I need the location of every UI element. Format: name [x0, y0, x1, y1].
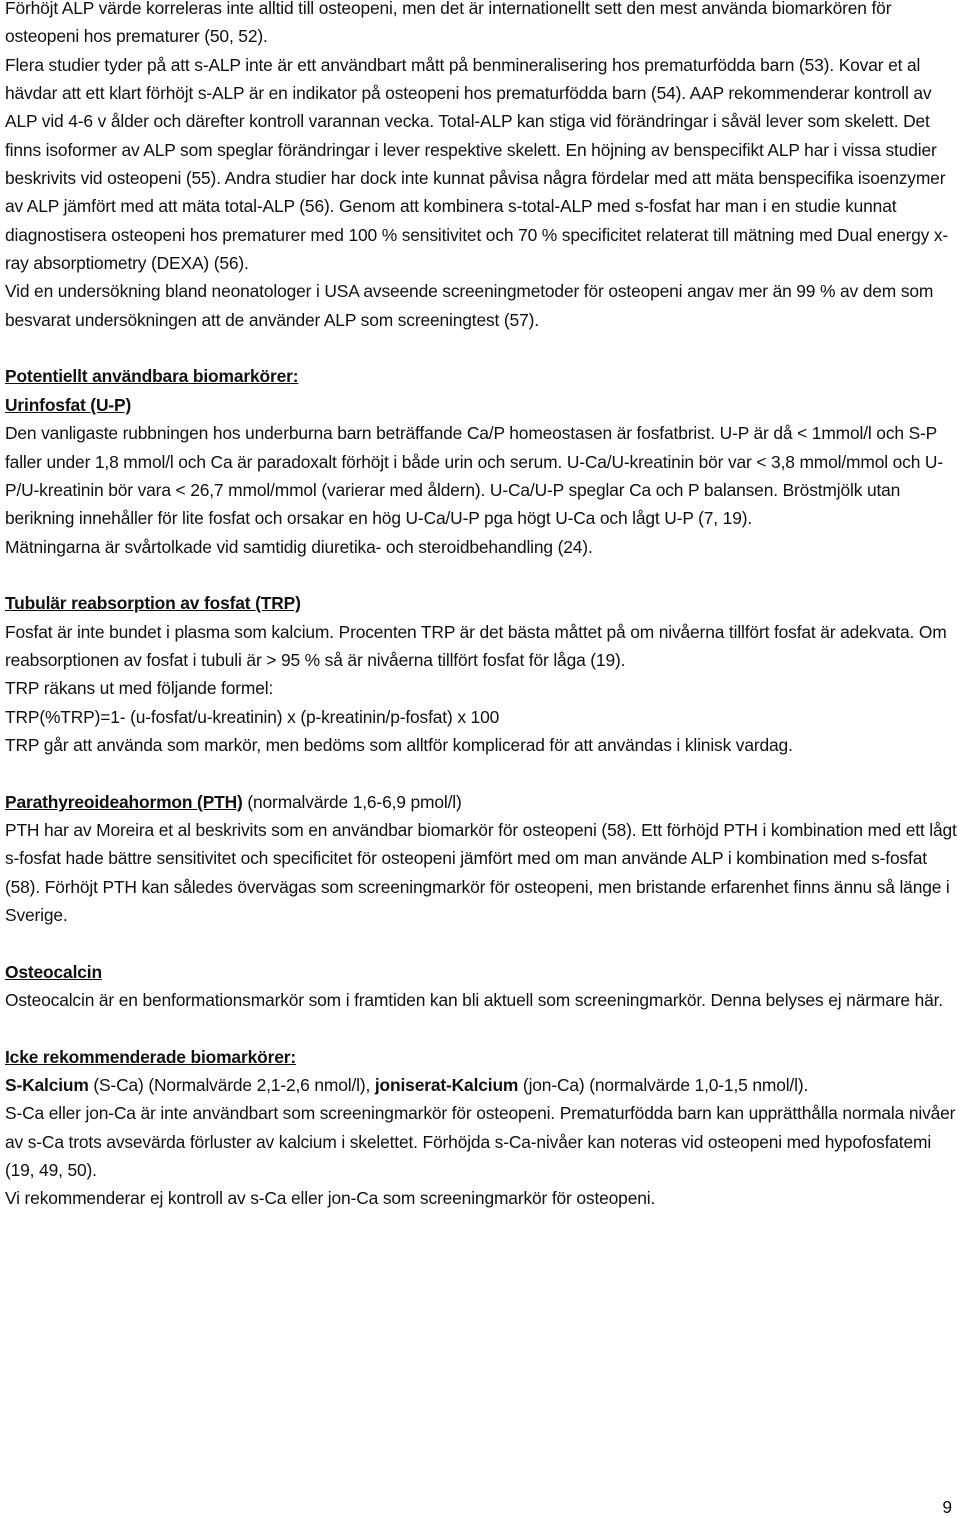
pth-heading-line — [5, 788, 957, 816]
pth-paragraph: PTH har av Moreira et al beskrivits som en användbar biomarkör för osteopeni (58). Ett förhöjd PTH i kombination med ett lågt s-fosfat hade bättre sensitivitet och specificitet för osteopeni jämfört med om man använde ALP i kombination med s-fosfat (58). Förhöjt PTH kan således övervägas som screeningmarkör för osteopeni, men bristande erfarenhet finns ännu så länge i Sverige. — [5, 819, 957, 925]
subheading-trp: Tubulär reabsorption av fosfat (TRP) — [5, 593, 301, 614]
calcium-line: S-Kalcium (S-Ca) (Normalvärde 2,1-2,6 nmol/l), joniserat-Kalcium (jon-Ca) (normalvärde 1,0-1,5 nmol/l). — [5, 1075, 809, 1096]
trp-formula: TRP(%TRP)=1- (u-fosfat/u-kreatinin) x (p-kreatinin/p-fosfat) x 100 — [5, 706, 500, 727]
joniserat-kalcium-label: joniserat-Kalcium — [374, 1075, 519, 1096]
pth-normal-range: (normalvärde 1,6-6,9 pmol/l) — [247, 791, 462, 812]
urinfosfat-paragraph: Den vanligaste rubbningen hos underburna barn beträffande Ca/P homeostasen är fosfatbrist. U-P är då < 1mmol/l och S-P faller under 1,8 mmol/l och Ca är paradoxalt förhöjt i både urin och serum. U-Ca/U-kreatinin bör var < 3,8 mmol/mmol och U-P/U-kreatinin bör vara < 26,7 mmol/mmol (varierar med åldern). U-Ca/U-P speglar Ca och P balansen. Bröstmjölk utan berikning innehåller för lite fosfat och orsakar en hög U-Ca/U-P pga högt U-Ca och lågt U-P (7, 19). — [5, 423, 943, 529]
subheading-osteocalcin: Osteocalcin — [5, 961, 102, 982]
osteocalcin-paragraph: Osteocalcin är en benformationsmarkör som i framtiden kan bli aktuell som screeningmarkör. Denna belyses ej närmare här. — [5, 990, 943, 1011]
calcium-paragraph: S-Ca eller jon-Ca är inte användbart som screeningmarkör för osteopeni. Prematurfödda barn kan upprätthålla normala nivåer av s-Ca trots avsevärda förluster av kalcium i skelettet. Förhöjda s-Ca-nivåer kan noteras vid osteopeni med hypofosfatemi (19, 49, 50). — [5, 1103, 956, 1181]
subheading-pth: Parathyreoideahormon (PTH) — [5, 791, 243, 812]
urinfosfat-note: Mätningarna är svårtolkade vid samtidig diuretika- och steroidbehandling (24). — [5, 536, 593, 557]
intro-paragraph: Förhöjt ALP värde korreleras inte alltid till osteopeni, men det är internationellt sett den mest använda biomarkören för osteopeni hos prematurer (50, 52). Flera studier tyder på att s-ALP inte är ett användbart mått på benmineralisering hos prematurfödda barn (53). Kovar et al hävdar att ett klart förhöjt s-ALP är en indikator på osteopeni hos prematurfödda barn (54). AAP rekommenderar kontroll av ALP vid 4-6 v ålder och därefter kontroll varannan vecka. Total-ALP kan stiga vid förändringar i såväl lever som skelett. Det finns isoformer av ALP som speglar förändringar i lever respektive skelett. En höjning av benspecifikt ALP har i vissa studier beskrivits vid osteopeni (55). Andra studier har dock inte kunnat påvisa några fördelar med att mäta benspecifika isoenzymer av ALP jämfört med att mäta total-ALP (56). Genom att kombinera s-total-ALP med s-fosfat har man i en studie kunnat diagnostisera osteopeni hos prematurer med 100 % sensitivitet och 70 % specificitet relaterat till mätning med Dual energy x-ray absorptiometry (DEXA) (56). — [5, 0, 949, 274]
document-page — [5, 0, 957, 1213]
s-kalcium-label: S-Kalcium — [5, 1075, 89, 1096]
trp-formula-intro: TRP räkans ut med följande formel: — [5, 678, 274, 699]
page-number: 9 — [942, 1497, 952, 1517]
calcium-recommendation: Vi rekommenderar ej kontroll av s-Ca eller jon-Ca som screeningmarkör för osteopeni. — [5, 1188, 656, 1209]
trp-paragraph: Fosfat är inte bundet i plasma som kalcium. Procenten TRP är det bästa måttet på om nivåerna tillfört fosfat är adekvata. Om reabsorptionen av fosfat i tubuli är > 95 % så är nivåerna tillfört fosfat för låga (19). — [5, 621, 947, 670]
section-heading-useful: Potentiellt användbara biomarkörer: — [5, 366, 299, 387]
subheading-urinfosfat: Urinfosfat (U-P) — [5, 394, 132, 415]
survey-paragraph: Vid en undersökning bland neonatologer i USA avseende screeningmetoder för osteopeni angav mer än 99 % av dem som besvarat undersökningen att de använder ALP som screeningtest (57). — [5, 281, 934, 330]
trp-conclusion: TRP går att använda som markör, men bedöms som alltför komplicerad för att användas i klinisk vardag. — [5, 734, 793, 755]
section-heading-not-recommended: Icke rekommenderade biomarkörer: — [5, 1046, 296, 1067]
